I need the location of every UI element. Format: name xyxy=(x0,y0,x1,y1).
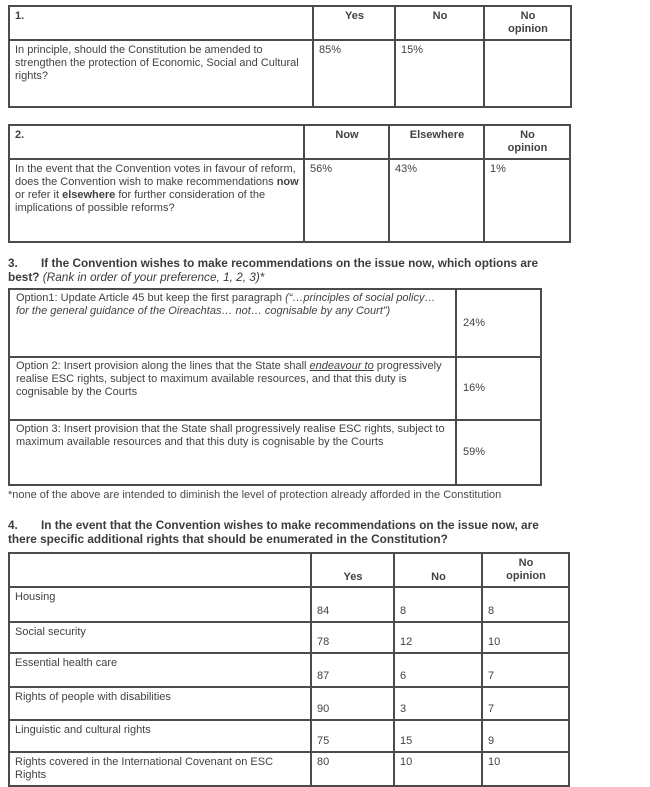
q1-yes-value: 85% xyxy=(313,40,395,107)
q3-heading xyxy=(8,257,648,284)
q4-yes-value: 90 xyxy=(311,687,394,720)
q4-row-social-security xyxy=(9,622,569,653)
q3-option3-value: 59% xyxy=(456,420,541,485)
q4-row-label: Social security xyxy=(9,622,311,653)
q3-option3-text: Option 3: Insert provision that the State shall progressively realise ESC rights, subject to maximum available resources and that this duty is cognisable by the Courts xyxy=(9,420,456,485)
q2-body-row xyxy=(9,159,570,242)
q4-yes-value: 87 xyxy=(311,653,394,687)
q4-header-empty xyxy=(9,553,311,587)
q1-header-row xyxy=(9,6,571,40)
q4-no-opinion-value: 9 xyxy=(482,720,569,752)
q2-text-bold-now: now xyxy=(276,176,299,188)
q4-no-value: 15 xyxy=(394,720,482,752)
q2-col-header-now: Now xyxy=(304,125,389,159)
q2-question-text xyxy=(9,159,304,242)
q2-number: 2. xyxy=(9,125,304,159)
q3-option1-value: 24% xyxy=(456,289,541,357)
q4-heading-line1: In the event that the Convention wishes to make recommendations on the issue now, are xyxy=(41,518,539,532)
q1-question-text: In principle, should the Constitution be amended to strengthen the protection of Economic, Social and Cultural rights? xyxy=(9,40,313,107)
q3-heading-line2-bold: best? xyxy=(8,269,40,284)
q4-row-label: Housing xyxy=(9,587,311,622)
q3-number: 3. xyxy=(8,256,18,270)
q4-no-opinion-value: 7 xyxy=(482,687,569,720)
q1-no-opinion-label: No opinion xyxy=(508,10,548,35)
q4-no-opinion-value: 7 xyxy=(482,653,569,687)
q4-no-value: 3 xyxy=(394,687,482,720)
q2-col-header-no-opinion xyxy=(484,125,570,159)
q3-heading-rank-note: (Rank in order of your preference, 1, 2, 3)* xyxy=(39,269,265,284)
q3-option2-plain: Option 2: Insert provision along the lines that the State shall xyxy=(16,360,310,372)
q3-option1-quote: (“…principles of social policy… for the general guidance of the Oireachtas… not… cognisable by any Court”) xyxy=(16,292,436,317)
q3-footnote: *none of the above are intended to diminish the level of protection already afforded in the Constitution xyxy=(8,489,502,501)
q3-option2-plain2: progressively realise ESC rights, subject to maximum available resources, and that this duty is cognisable by the Courts xyxy=(16,360,442,398)
q1-col-header-yes: Yes xyxy=(313,6,395,40)
q4-heading xyxy=(8,519,648,546)
q2-text-part: for further consideration of the implications of possible reforms? xyxy=(15,189,266,214)
q1-body-row xyxy=(9,40,571,107)
q1-col-header-no: No xyxy=(395,6,484,40)
q2-header-row xyxy=(9,125,570,159)
q3-option2-emphasis: endeavour to xyxy=(309,360,374,372)
q4-yes-value: 80 xyxy=(311,752,394,786)
q4-row-disability-rights xyxy=(9,687,569,720)
q2-no-opinion-value: 1% xyxy=(484,159,570,242)
q3-option1-text xyxy=(9,289,456,357)
q4-no-opinion-value: 10 xyxy=(482,622,569,653)
q1-no-value: 15% xyxy=(395,40,484,107)
q2-col-header-elsewhere: Elsewhere xyxy=(389,125,484,159)
q3-option3-row xyxy=(9,420,541,485)
q2-text-part: In the event that the Convention votes in favour of reform, does the Convention wish to make recommendations xyxy=(15,163,296,188)
q2-no-opinion-label: No opinion xyxy=(507,129,548,154)
q3-option2-text xyxy=(9,357,456,420)
q2-table xyxy=(8,124,571,243)
q2-elsewhere-value: 43% xyxy=(389,159,484,242)
q4-col-header-no: No xyxy=(394,553,482,587)
q3-option1-plain: Option1: Update Article 45 but keep the first paragraph xyxy=(16,292,286,304)
q4-no-value: 8 xyxy=(394,587,482,622)
q4-no-value: 10 xyxy=(394,752,482,786)
q1-col-header-no-opinion xyxy=(484,6,571,40)
q3-option1-row xyxy=(9,289,541,357)
q4-yes-value: 84 xyxy=(311,587,394,622)
q2-text-bold-elsewhere: elsewhere xyxy=(62,189,116,201)
q4-heading-line2: there specific additional rights that should be enumerated in the Constitution? xyxy=(8,531,448,546)
q4-row-linguistic-cultural-rights xyxy=(9,720,569,752)
q2-text-part: or refer it xyxy=(15,189,63,201)
q4-row-label: Rights covered in the International Covenant on ESC Rights xyxy=(9,752,311,786)
q4-table xyxy=(8,552,570,787)
q4-row-label: Essential health care xyxy=(9,653,311,687)
q4-no-opinion-label: No opinion xyxy=(506,557,546,582)
q4-no-opinion-value: 10 xyxy=(482,752,569,786)
q1-table xyxy=(8,5,572,108)
q4-col-header-no-opinion xyxy=(482,553,569,587)
q2-now-value: 56% xyxy=(304,159,389,242)
q4-yes-value: 75 xyxy=(311,720,394,752)
q4-row-housing xyxy=(9,587,569,622)
q4-yes-value: 78 xyxy=(311,622,394,653)
q1-number: 1. xyxy=(9,6,313,40)
q4-no-value: 6 xyxy=(394,653,482,687)
q4-header-row xyxy=(9,553,569,587)
q4-row-label: Linguistic and cultural rights xyxy=(9,720,311,752)
q4-row-label: Rights of people with disabilities xyxy=(9,687,311,720)
q3-heading-line1: If the Convention wishes to make recommendations on the issue now, which options are xyxy=(41,256,539,270)
q4-row-essential-health-care xyxy=(9,653,569,687)
q4-no-value: 12 xyxy=(394,622,482,653)
q3-option2-value: 16% xyxy=(456,357,541,420)
q3-options-table xyxy=(8,288,542,486)
q3-option2-row xyxy=(9,357,541,420)
q4-col-header-yes: Yes xyxy=(311,553,394,587)
q4-number: 4. xyxy=(8,518,18,532)
q4-no-opinion-value: 8 xyxy=(482,587,569,622)
q1-no-opinion-value xyxy=(484,40,571,107)
